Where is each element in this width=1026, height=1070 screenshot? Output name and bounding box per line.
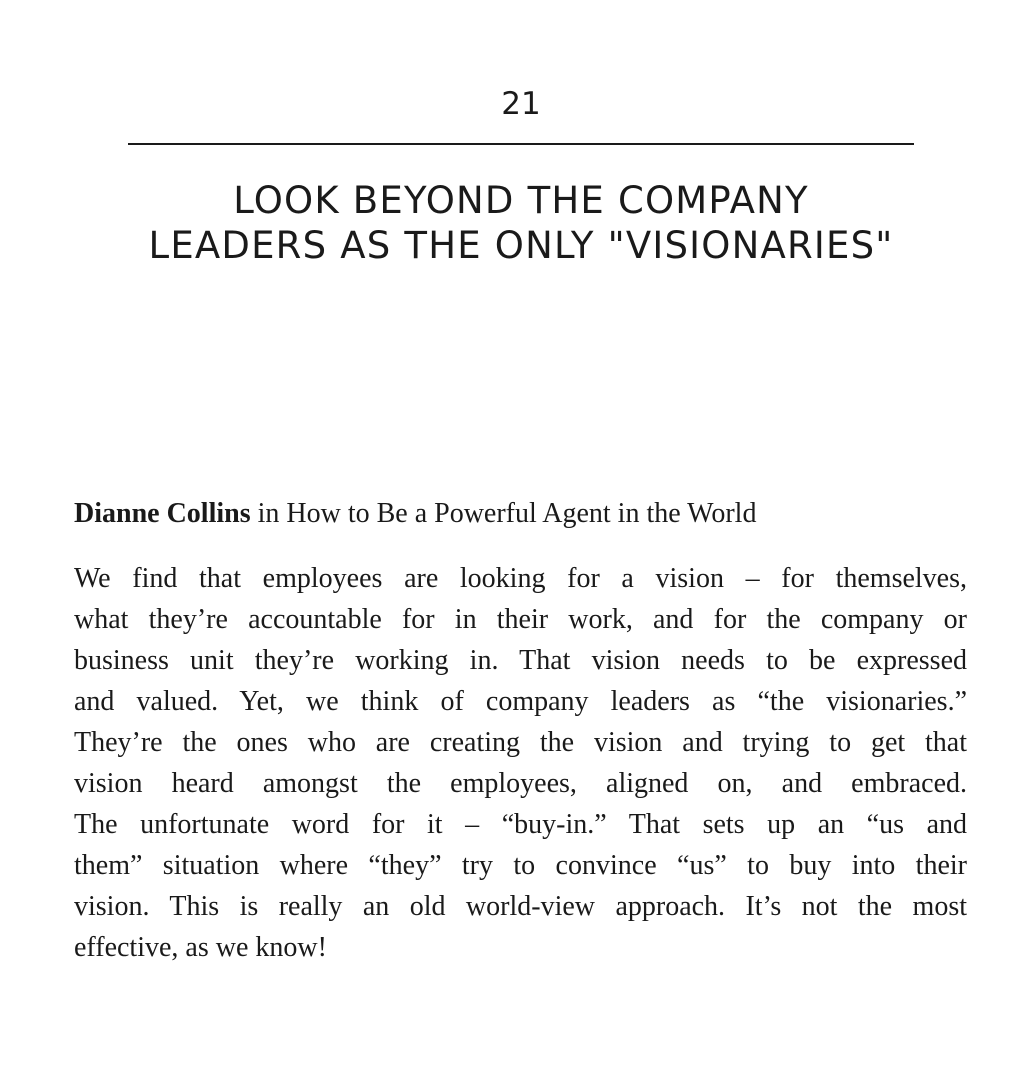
body-line: them” situation where “they” try to convince “us” to buy into their (74, 850, 967, 881)
body-line: effective, as we know! (74, 932, 327, 963)
body-line: We find that employees are looking for a vision – for themselves, (74, 563, 967, 594)
body-line: They’re the ones who are creating the vision and trying to get that (74, 727, 967, 758)
attribution (74, 494, 974, 534)
attribution-author: Dianne Collins (74, 498, 251, 529)
chapter-title (60, 178, 982, 268)
page-number: 21 (501, 86, 541, 122)
body-text (74, 558, 967, 968)
body-line: vision heard amongst the employees, aligned on, and embraced. (74, 768, 967, 799)
body-line: business unit they’re working in. That vision needs to be expressed (74, 645, 967, 676)
attribution-source: in How to Be a Powerful Agent in the World (257, 498, 757, 529)
body-line: The unfortunate word for it – “buy-in.” That sets up an “us and (74, 809, 967, 840)
header-rule (128, 143, 914, 145)
body-line: vision. This is really an old world-view approach. It’s not the most (74, 891, 967, 922)
chapter-title-line-1: LOOK BEYOND THE COMPANY (233, 179, 809, 222)
body-line: and valued. Yet, we think of company leaders as “the visionaries.” (74, 686, 967, 717)
body-line: what they’re accountable for in their work, and for the company or (74, 604, 967, 635)
chapter-title-line-2: LEADERS AS THE ONLY "VISIONARIES" (148, 224, 894, 267)
